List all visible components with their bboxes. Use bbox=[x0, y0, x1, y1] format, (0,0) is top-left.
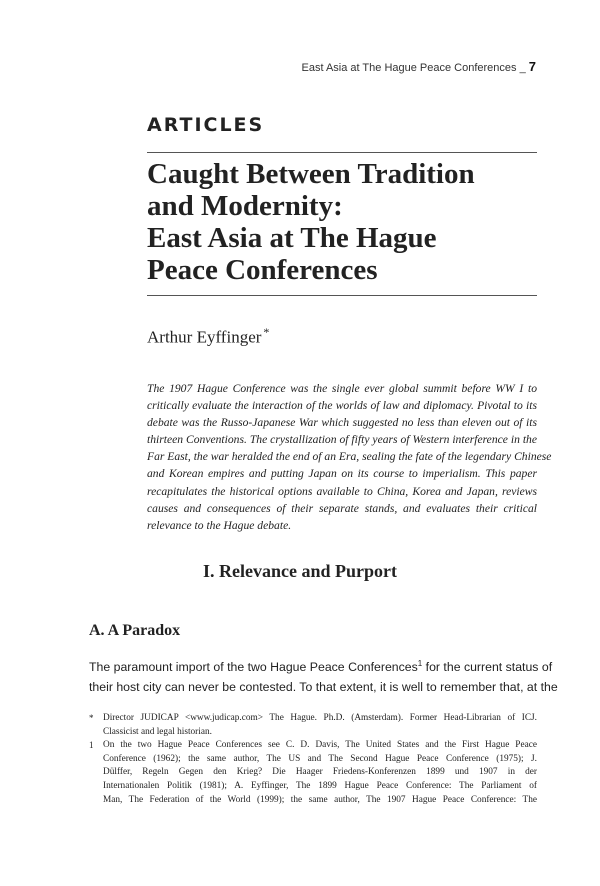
author-name: Arthur Eyffinger bbox=[147, 327, 262, 347]
author bbox=[147, 325, 269, 348]
abstract-line: relevance to the Hague debate. bbox=[147, 518, 292, 532]
abstract-line: thirteen Conventions. The crystallization of fifty years of Western interference in the bbox=[147, 433, 537, 447]
abstract-line: debate was the Russo-Japanese War which suggested no less than eleven out of its bbox=[147, 416, 537, 430]
footnote-line: Internationalen Politik (1981); A. Eyffinger, The 1899 Hague Peace Conference: The Parliament of bbox=[103, 780, 537, 791]
title-bottom-rule bbox=[147, 295, 537, 296]
footnote-mark: 1 bbox=[89, 740, 94, 751]
author-footnote-mark[interactable]: * bbox=[263, 325, 270, 339]
footnote-1 bbox=[89, 739, 537, 807]
footnote-line: Man, The Federation of the World (1999); the same author, The 1907 Hague Peace Conference: The bbox=[103, 794, 537, 805]
body-line bbox=[89, 654, 553, 677]
footnote-line: Director JUDICAP <www.judicap.com> The Hague. Ph.D. (Amsterdam). Former Head-Librarian of ICJ. bbox=[103, 713, 537, 723]
footnote-ref-1[interactable]: 1 bbox=[417, 659, 423, 668]
title-top-rule bbox=[147, 152, 537, 153]
abstract-line: recapitulates the historical options available to China, Korea and Japan, reviews bbox=[147, 484, 537, 498]
running-head bbox=[200, 59, 536, 74]
abstract bbox=[147, 380, 552, 534]
footnote-line: Classicist and legal historian. bbox=[103, 726, 212, 737]
title-line: Peace Conferences bbox=[147, 254, 378, 286]
footnote-author bbox=[89, 712, 537, 739]
running-head-title: East Asia at The Hague Peace Conferences _ bbox=[301, 62, 526, 74]
footnote-line: Conference (1962); the same author, The US and The Second Hague Peace Conference (1975); J. bbox=[103, 753, 537, 764]
footnote-line: On the two Hague Peace Conferences see C. D. Davis, The United States and the First Hague Peace bbox=[103, 740, 537, 751]
abstract-line: critically evaluate the interaction of the worlds of law and diplomacy. Pivotal to its bbox=[147, 399, 537, 413]
footnote-line: Dülffer, Regeln Gegen den Krieg? Die Haager Friedens-Konferenzen 1899 und 1907 in der bbox=[103, 767, 537, 778]
footnotes bbox=[89, 712, 537, 807]
footnote-mark: * bbox=[89, 713, 94, 723]
title-line: and Modernity: bbox=[147, 190, 343, 222]
abstract-line: Far East, the war heralded the end of an Era, sealing the fate of the legendary Chinese bbox=[147, 450, 552, 464]
page-number: 7 bbox=[528, 59, 536, 74]
sub-heading: A. A Paradox bbox=[89, 622, 181, 639]
body-line-part: for the current status of bbox=[422, 660, 553, 675]
title-line: East Asia at The Hague bbox=[147, 222, 437, 254]
section-heading: I. Relevance and Purport bbox=[203, 561, 397, 581]
body-paragraph bbox=[89, 654, 558, 697]
title-line: Caught Between Tradition bbox=[147, 158, 475, 190]
article-title bbox=[147, 158, 547, 286]
body-line: their host city can never be contested. To that extent, it is well to remember that, at the bbox=[89, 680, 558, 695]
abstract-line: The 1907 Hague Conference was the single ever global summit before WW I to bbox=[147, 382, 537, 395]
abstract-line: and Korean empires and putting Japan on its course to imperialism. This paper bbox=[147, 467, 537, 481]
body-line-part: The paramount import of the two Hague Peace Conferences bbox=[89, 660, 418, 675]
abstract-line: causes and consequences of their separate stands, and evaluates their critical bbox=[147, 501, 537, 515]
section-kicker: ARTICLES bbox=[147, 114, 265, 136]
